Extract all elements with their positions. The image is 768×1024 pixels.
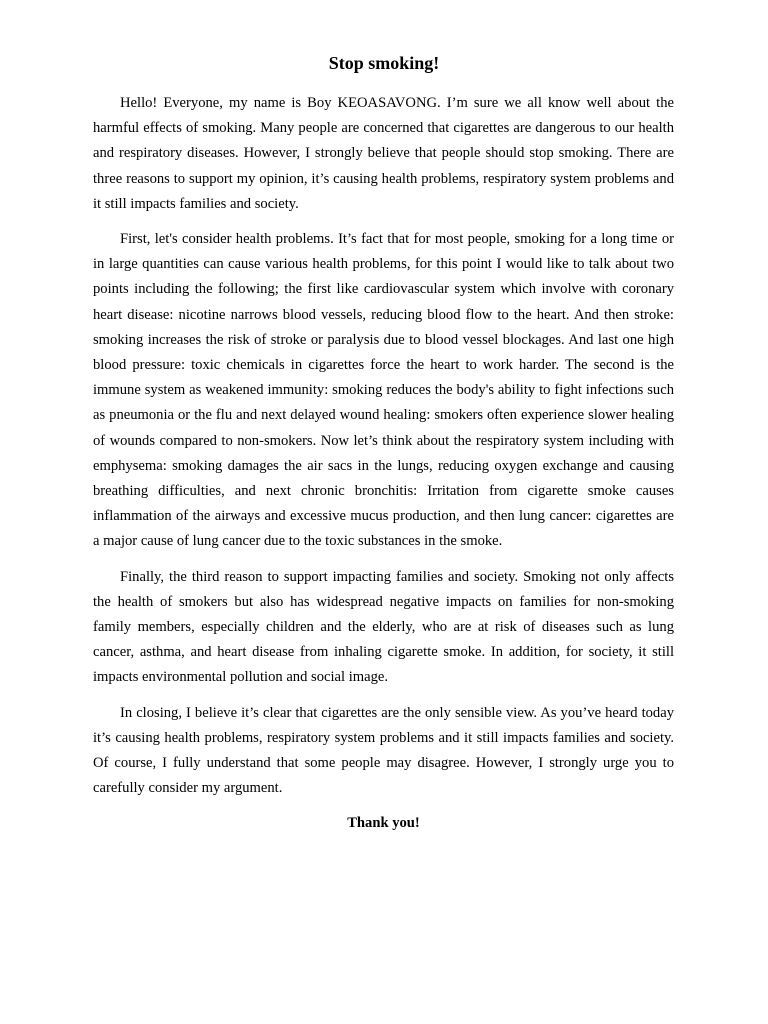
paragraph-introduction: Hello! Everyone, my name is Boy KEOASAVONG. I’m sure we all know well about the harmful effects of smoking. Many people are concerned that cigarettes are dangerous to our health and respiratory diseases. However, I strongly believe that people should stop smoking. There are three reasons to support my opinion, it’s causing health problems, respiratory system problems and it still impacts families and society.	[93, 95, 674, 212]
document-body	[93, 91, 674, 837]
closing-thanks: Thank you!	[347, 815, 420, 832]
paragraph-families-society: Finally, the third reason to support impacting families and society. Smoking not only affects the health of smokers but also has widespread negative impacts on families for non-smoking family members, especially children and the elderly, who are at risk of diseases such as lung cancer, asthma, and heart disease from inhaling cigarette smoke. In addition, for society, it still impacts environmental pollution and social image.	[93, 568, 674, 686]
paragraph-health-problems: First, let's consider health problems. It’s fact that for most people, smoking for a long time or in large quantities can cause various health problems, for this point I would like to talk about two points including the following; the first like cardiovascular system which involve with coronary heart disease: nicotine narrows blood vessels, reducing blood flow to the heart. And then stroke: smoking increases the risk of stroke or paralysis due to blood vessel blockages. And last one high blood pressure: toxic chemicals in cigarettes force the heart to work harder. The second is the immune system as weakened immunity: smoking reduces the body's ability to fight infections such as pneumonia or the flu and next delayed wound healing: smokers often experience slower healing of wounds compared to non-smokers. Now let’s think about the respiratory system including with emphysema: smoking damages the air sacs in the lungs, reducing oxygen exchange and causing breathing difficulties, and next chronic bronchitis: Irritation from cigarette smoke causes inflammation of the airways and excessive mucus production, and then lung cancer: cigarettes are a major cause of lung cancer due to the toxic substances in the smoke.	[93, 231, 674, 550]
document-title: Stop smoking!	[328, 53, 440, 73]
paragraph-conclusion: In closing, I believe it’s clear that cigarettes are the only sensible view. As you’ve heard today it’s causing health problems, respiratory system problems and it still impacts families and society. Of course, I fully understand that some people may disagree. However, I strongly urge you to carefully consider my argument.	[93, 704, 674, 797]
